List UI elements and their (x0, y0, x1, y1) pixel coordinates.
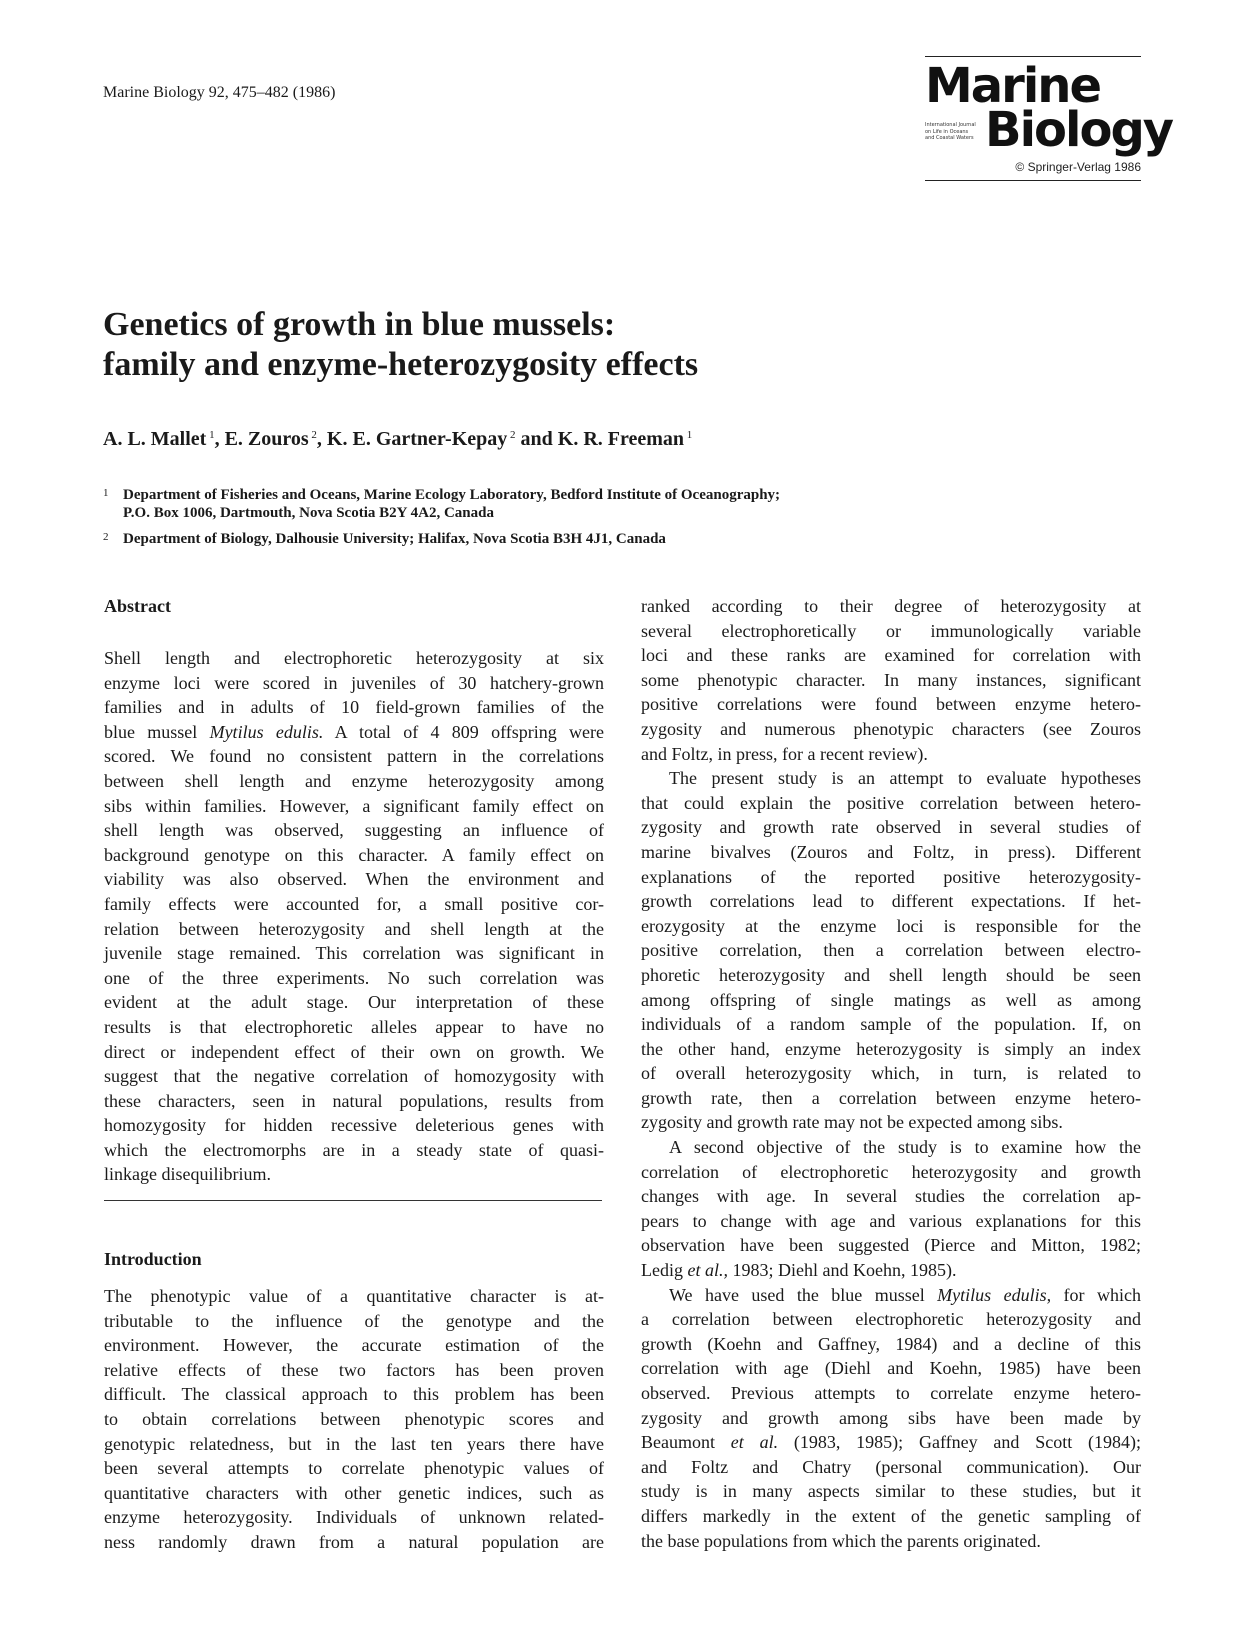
logo-rule-top (925, 56, 1141, 57)
text-line: correlation with age (Diehl and Koehn, 1985) have been (641, 1358, 1141, 1379)
section-divider (104, 1200, 602, 1201)
text-line: families and in adults of 10 field-grown families of the (104, 697, 604, 718)
affiliation-line: Department of Fisheries and Oceans, Marine Ecology Laboratory, Bedford Institute of Oceanography; (123, 487, 781, 503)
text-line: zygosity and growth rate observed in several studies of (641, 817, 1141, 838)
text-line: The phenotypic value of a quantitative character is at- (104, 1286, 604, 1306)
text-line: quantitative characters with other genetic indices, such as (104, 1482, 604, 1503)
text-line: relative effects of these two factors has been proven (104, 1359, 604, 1380)
author-name: K. R. Freeman (557, 428, 685, 450)
text-line: shell length was observed, suggesting an influence of (104, 820, 604, 841)
logo-rule-bottom (925, 180, 1141, 181)
affiliation-number: 2 (103, 531, 109, 543)
text-line: between shell length and enzyme heterozygosity among (104, 770, 604, 791)
text-line: the other hand, enzyme heterozygosity is simply an index (641, 1038, 1141, 1059)
logo-tagline-line: International Journal (925, 122, 976, 128)
text-line: differs markedly in the extent of the genetic sampling of (641, 1505, 1141, 1526)
affiliation-number: 1 (103, 487, 109, 499)
text-line: difficult. The classical approach to this problem has been (104, 1384, 604, 1405)
text-line: enzyme loci were scored in juveniles of 30 hatchery-grown (104, 672, 604, 693)
logo-tagline-line: and Coastal Waters (925, 135, 974, 141)
text-line: among offspring of single matings as well as among (641, 989, 1141, 1010)
text-line: observed. Previous attempts to correlate enzyme hetero- (641, 1383, 1141, 1403)
title-line: family and enzyme-heterozygosity effects (103, 346, 699, 383)
text-line: several electrophoretically or immunologically variable (641, 620, 1141, 641)
text-line: these characters, seen in natural populations, results from (104, 1090, 604, 1111)
text-line: Shell length and electrophoretic heterozygosity at six (104, 648, 604, 668)
logo-tagline (925, 122, 985, 142)
author-affiliation-mark: 2 (308, 429, 317, 441)
author-affiliation-mark: 1 (206, 429, 215, 441)
journal-citation: Marine Biology 92, 475–482 (1986) (103, 84, 336, 101)
text-line: which the electromorphs are in a steady state of quasi- (104, 1139, 604, 1160)
logo-word-marine: Marine (925, 58, 1101, 114)
text-line: sibs within families. However, a significant family effect on (104, 795, 604, 816)
text-line: marine bivalves (Zouros and Foltz, in press). Different (641, 841, 1141, 862)
text-line: The present study is an attempt to evaluate hypotheses (669, 768, 1141, 789)
text-line: growth correlations lead to different expectations. If het- (641, 891, 1141, 912)
text-line: Ledig et al., 1983; Diehl and Koehn, 1985). (641, 1260, 957, 1281)
text-line: zygosity and growth among sibs have been made by (641, 1407, 1141, 1428)
text-line: some phenotypic character. In many instances, significant (641, 669, 1141, 690)
text-line: phoretic heterozygosity and shell length should be seen (641, 964, 1141, 985)
text-line: loci and these ranks are examined for correlation with (641, 645, 1141, 666)
text-line: evident at the adult stage. Our interpretation of these (104, 992, 604, 1013)
author-name: E. Zouros (224, 428, 309, 450)
text-line: direct or independent effect of their own on growth. We (104, 1041, 604, 1062)
author-affiliation-mark: 2 (507, 429, 516, 441)
text-line: correlation of electrophoretic heterozygosity and growth (641, 1161, 1141, 1182)
text-line: positive correlation, then a correlation between electro- (641, 940, 1141, 961)
text-line: one of the three experiments. No such correlation was (104, 967, 604, 988)
text-line: genotypic relatedness, but in the last ten years there have (104, 1433, 604, 1454)
text-line: viability was also observed. When the environment and (104, 869, 604, 890)
text-line: enzyme heterozygosity. Individuals of unknown related- (104, 1507, 604, 1528)
paper-title (103, 305, 1003, 385)
introduction-heading: Introduction (104, 1249, 202, 1269)
text-line: suggest that the negative correlation of homozygosity with (104, 1066, 604, 1087)
text-line: the base populations from which the parents originated. (641, 1530, 1041, 1551)
text-line: linkage disequilibrium. (104, 1164, 271, 1185)
text-line: growth (Koehn and Gaffney, 1984) and a decline of this (641, 1333, 1141, 1354)
text-line: observation have been suggested (Pierce and Mitton, 1982; (641, 1235, 1141, 1256)
author-name: A. L. Mallet (103, 428, 207, 450)
text-line: environment. However, the accurate estimation of the (104, 1335, 604, 1356)
text-line: erozygosity at the enzyme loci is responsible for the (641, 915, 1141, 936)
text-line: that could explain the positive correlation between hetero- (641, 792, 1141, 813)
affiliation-1 (103, 486, 780, 522)
text-line: juvenile stage remained. This correlation was significant in (104, 943, 604, 964)
text-line: tributable to the influence of the genotype and the (104, 1310, 604, 1331)
text-line: results is that electrophoretic alleles appear to have no (104, 1016, 604, 1037)
introduction-body (104, 1284, 604, 1555)
affiliation-line: Department of Biology, Dalhousie University; Halifax, Nova Scotia B3H 4J1, Canada (123, 531, 666, 547)
affiliation-2 (103, 530, 666, 548)
text-line: a correlation between electrophoretic heterozygosity and (641, 1309, 1141, 1330)
text-line: zygosity and numerous phenotypic characters (see Zouros (641, 718, 1141, 739)
abstract-heading: Abstract (104, 596, 171, 616)
text-line: We have used the blue mussel Mytilus edulis, for which (669, 1284, 1141, 1305)
text-line: ness randomly drawn from a natural population are (104, 1531, 604, 1552)
text-line: A second objective of the study is to examine how the (669, 1137, 1141, 1158)
affiliation-line: P.O. Box 1006, Dartmouth, Nova Scotia B2Y 4A2, Canada (123, 505, 494, 521)
abstract-body (104, 646, 604, 1187)
text-line: and Foltz, in press, for a recent review). (641, 743, 928, 764)
logo-word-biology: Biology (985, 102, 1173, 158)
introduction-body-continued (641, 594, 1141, 1553)
logo-tagline-line: on Life in Oceans (925, 128, 969, 135)
author-list: A. L. Mallet $^1$, E. Zouros $^2$, K. E. Gartner-Kepay $^2$ and K. R. Freeman $^1$ (103, 428, 693, 450)
text-line: background genotype on this character. A family effect on (104, 844, 604, 865)
text-line: positive correlations were found between enzyme hetero- (641, 694, 1141, 715)
text-line: individuals of a random sample of the population. If, on (641, 1014, 1141, 1035)
text-line: explanations of the reported positive heterozygosity- (641, 866, 1141, 887)
text-line: to obtain correlations between phenotypic scores and (104, 1408, 604, 1429)
text-line: study is in many aspects similar to these studies, but it (641, 1481, 1141, 1502)
text-line: scored. We found no consistent pattern in the correlations (104, 746, 604, 767)
title-line: Genetics of growth in blue mussels: (103, 306, 616, 343)
text-line: growth rate, then a correlation between enzyme hetero- (641, 1087, 1141, 1108)
text-line: blue mussel Mytilus edulis. A total of 4 809 offspring were (104, 721, 604, 742)
author-affiliation-mark: 1 (684, 429, 693, 441)
text-line: homozygosity for hidden recessive deleterious genes with (104, 1115, 604, 1136)
text-line: ranked according to their degree of heterozygosity at (641, 596, 1141, 616)
author-name: K. E. Gartner-Kepay (326, 428, 508, 450)
text-line: pears to change with age and various explanations for this (641, 1210, 1141, 1231)
text-line: Beaumont et al. (1983, 1985); Gaffney and Scott (1984); (641, 1432, 1141, 1453)
publisher-copyright: © Springer-Verlag 1986 (1015, 160, 1141, 174)
text-line: and Foltz and Chatry (personal communication). Our (641, 1456, 1141, 1477)
text-line: zygosity and growth rate may not be expected among sibs. (641, 1112, 1063, 1133)
text-line: changes with age. In several studies the correlation ap- (641, 1186, 1141, 1207)
text-line: family effects were accounted for, a small positive cor- (104, 893, 604, 914)
text-line: been several attempts to correlate phenotypic values of (104, 1458, 604, 1479)
text-line: of overall heterozygosity which, in turn, is related to (641, 1063, 1141, 1084)
text-line: relation between heterozygosity and shell length at the (104, 918, 604, 939)
